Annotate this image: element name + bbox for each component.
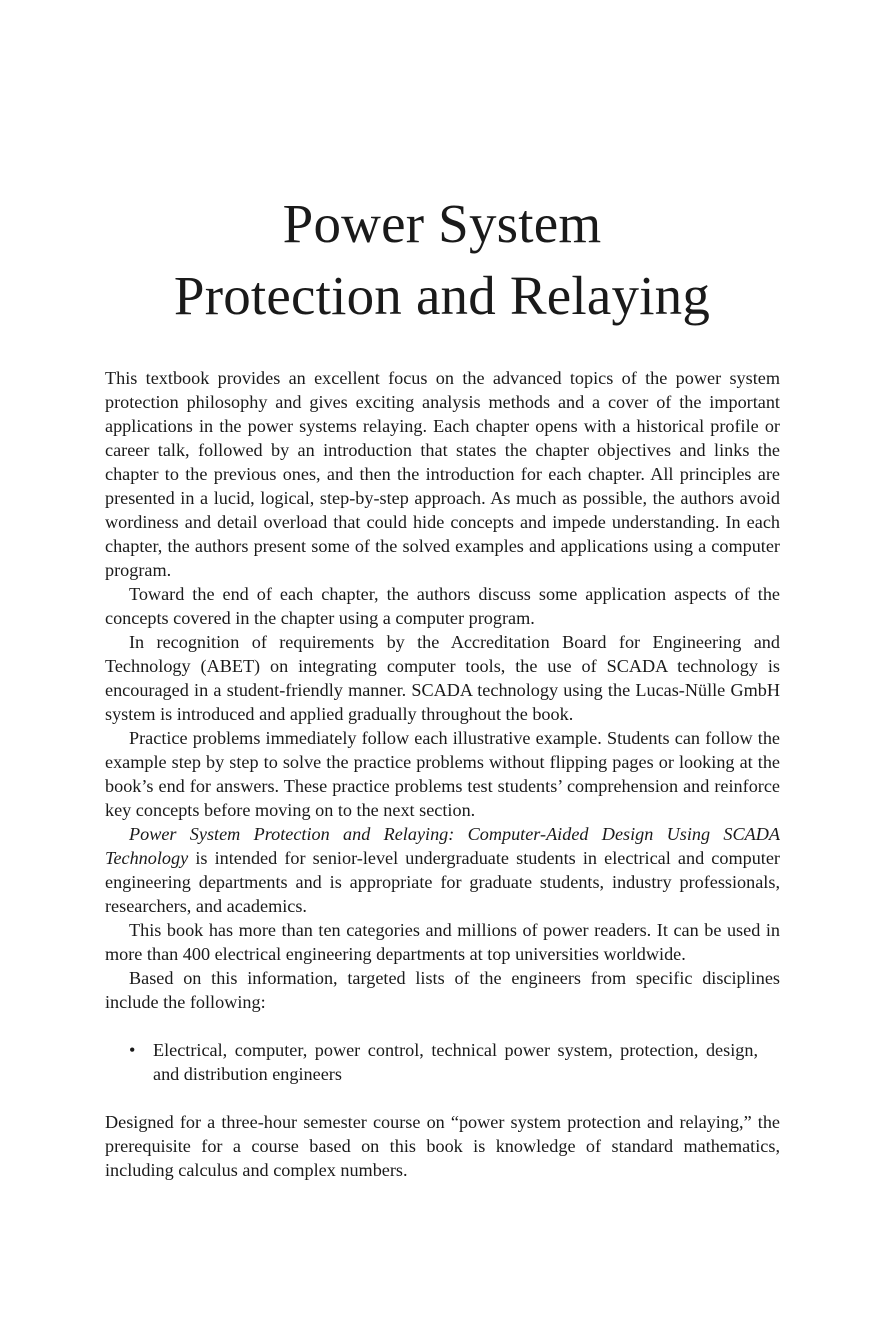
paragraph-target-lists: Based on this information, targeted lists of the engineers from specific disciplines include the following:: [105, 968, 780, 1012]
paragraph-audience-rest: is intended for senior-level undergraduate students in electrical and computer engineering departments and is appropriate for graduate students, industry professionals, researchers, and academics.: [105, 848, 780, 916]
paragraph-abet: In recognition of requirements by the Accreditation Board for Engineering and Technology (ABET) on integrating computer tools, the use of SCADA technology is encouraged in a student-friendly manner. SCADA technology using the Lucas-Nülle GmbH system is introduced and applied gradually throughout the book.: [105, 632, 780, 724]
paragraph-prerequisites: Designed for a three-hour semester course on “power system protection and relaying,” the prerequisite for a course based on this book is knowledge of standard mathematics, including calculus and complex numbers.: [105, 1112, 780, 1180]
title-line-2: Protection and Relaying: [173, 265, 711, 326]
page-title: [0, 188, 884, 332]
bullet-list: [105, 1038, 780, 1086]
list-item-text: Electrical, computer, power control, technical power system, protection, design, and distribution engineers: [153, 1040, 758, 1084]
title-line-1: Power System: [282, 193, 602, 254]
paragraph-audience: [105, 822, 780, 918]
bullet-mark: •: [129, 1040, 136, 1060]
paragraph-readership: This book has more than ten categories and millions of power readers. It can be used in more than 400 electrical engineering departments at top universities worldwide.: [105, 920, 780, 964]
body-text: [105, 366, 780, 1182]
paragraph-practice-problems: Practice problems immediately follow each illustrative example. Students can follow the example step by step to solve the practice problems without flipping pages or looking at the book’s end for answers. These practice problems test students’ comprehension and reinforce key concepts before moving on to the next section.: [105, 728, 780, 820]
paragraph-chapter-end: Toward the end of each chapter, the authors discuss some application aspects of the concepts covered in the chapter using a computer program.: [105, 584, 780, 628]
list-item: [129, 1038, 758, 1086]
paragraph-intro: This textbook provides an excellent focus on the advanced topics of the power system protection philosophy and gives exciting analysis methods and a cover of the important applications in the power systems relaying. Each chapter opens with a historical profile or career talk, followed by an introduction that states the chapter objectives and links the chapter to the previous ones, and then the introduction for each chapter. All principles are presented in a lucid, logical, step-by-step approach. As much as possible, the authors avoid wordiness and detail overload that could hide concepts and impede understanding. In each chapter, the authors present some of the solved examples and applications using a computer program.: [105, 368, 780, 580]
book-title-italic: Power System Protection and Relaying: Computer-Aided Design Using SCADA Technology: [105, 824, 780, 868]
